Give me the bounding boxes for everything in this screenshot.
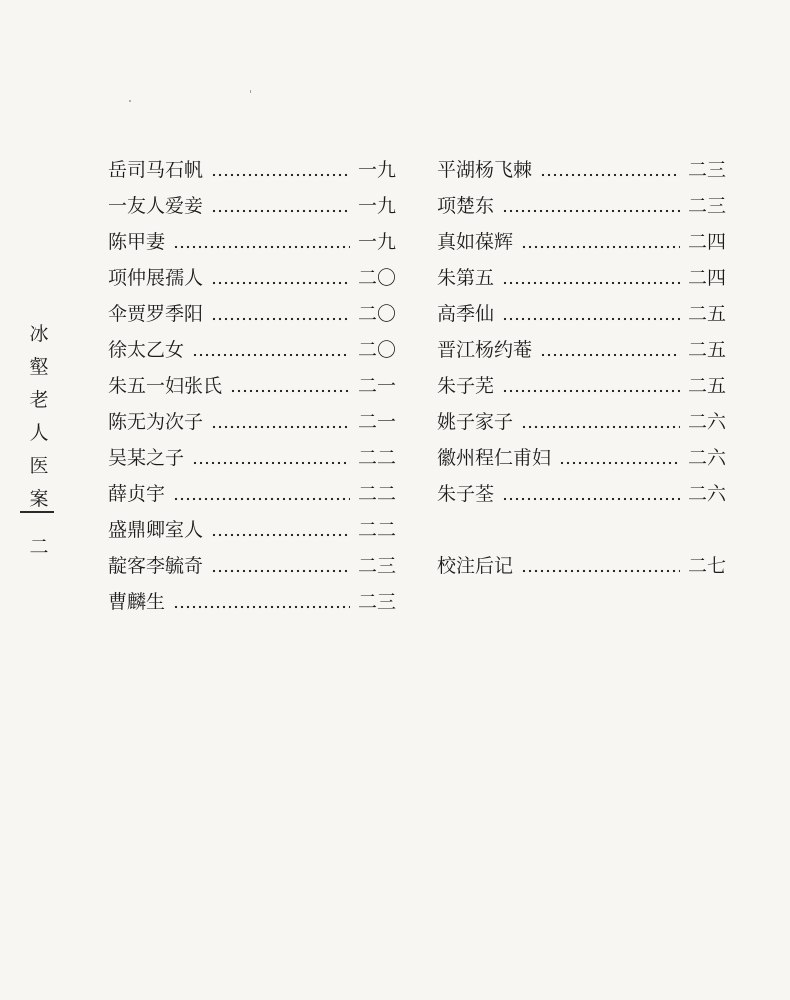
- toc-spacer: [437, 512, 726, 548]
- toc-entry-page: 二五: [687, 375, 726, 397]
- dot-leader: [192, 440, 350, 476]
- toc-entry: [437, 188, 726, 224]
- toc-entry: [108, 260, 396, 296]
- toc-entry-title: 真如葆辉: [437, 231, 514, 253]
- toc-entry-page: 二〇: [357, 303, 396, 325]
- dot-leader: [521, 224, 680, 260]
- toc-entry-page: 二〇: [357, 267, 396, 289]
- toc-entry-title: 平湖杨飞棘: [437, 159, 533, 181]
- toc-entry-title: 朱第五: [437, 267, 495, 289]
- dot-leader: [211, 152, 350, 188]
- toc-entry-title: 薛贞宇: [108, 483, 166, 505]
- page-number: 二: [29, 536, 49, 558]
- dot-leader: [173, 224, 350, 260]
- toc-entry: [108, 476, 396, 512]
- toc-entry-page: 二三: [687, 159, 726, 181]
- toc-entry-title: 姚子家子: [437, 411, 514, 433]
- toc-column-right: [437, 152, 726, 584]
- toc-entry: [437, 440, 726, 476]
- toc-entry: [108, 512, 396, 548]
- toc-entry-title: 曹麟生: [108, 591, 166, 613]
- toc-entry-page: 二六: [687, 483, 726, 505]
- toc-entry: [108, 368, 396, 404]
- toc-entry-page: 二〇: [357, 339, 396, 361]
- paper-speck: [129, 100, 131, 102]
- toc-entry-title: 项仲展孺人: [108, 267, 204, 289]
- book-title-vertical: [24, 318, 54, 516]
- toc-entry: [437, 368, 726, 404]
- toc-entry: [437, 476, 726, 512]
- toc-entry-page: 二二: [357, 519, 396, 541]
- paper-speck: [250, 90, 251, 93]
- dot-leader: [211, 548, 350, 584]
- toc-entry-title: 靛客李毓奇: [108, 555, 204, 577]
- side-divider: [20, 511, 54, 513]
- book-title-char: 冰: [29, 323, 49, 345]
- toc-entry: [108, 548, 396, 584]
- toc-column-left: [108, 152, 396, 620]
- toc-entry-page: 一九: [357, 231, 396, 253]
- dot-leader: [502, 476, 680, 512]
- toc-entry: [437, 224, 726, 260]
- toc-entry: [437, 152, 726, 188]
- toc-entry-page: 二四: [687, 231, 726, 253]
- toc-entry-title: 吴某之子: [108, 447, 185, 469]
- toc-entry-title: 徐太乙女: [108, 339, 185, 361]
- toc-entry-title: 盛鼎卿室人: [108, 519, 204, 541]
- dot-leader: [502, 188, 680, 224]
- dot-leader: [211, 404, 350, 440]
- dot-leader: [502, 296, 680, 332]
- toc-entry-title: 陈甲妻: [108, 231, 166, 253]
- dot-leader: [559, 440, 680, 476]
- dot-leader: [540, 332, 680, 368]
- book-title-char: 人: [29, 422, 49, 444]
- toc-entry-page: 二二: [357, 483, 396, 505]
- dot-leader: [211, 512, 350, 548]
- toc-entry-title: 陈无为次子: [108, 411, 204, 433]
- toc-entry-page: 二五: [687, 303, 726, 325]
- toc-entry: [437, 296, 726, 332]
- book-title-char: 老: [29, 389, 49, 411]
- toc-entry: [108, 188, 396, 224]
- toc-entry-page: 二二: [357, 447, 396, 469]
- dot-leader: [211, 188, 350, 224]
- dot-leader: [192, 332, 350, 368]
- toc-entry-title: 岳司马石帆: [108, 159, 204, 181]
- toc-entry-page: 二三: [687, 195, 726, 217]
- dot-leader: [173, 584, 350, 620]
- toc-entry-title: 徽州程仁甫妇: [437, 447, 552, 469]
- book-title-char: 案: [29, 488, 49, 510]
- toc-entry: [108, 404, 396, 440]
- dot-leader: [211, 296, 350, 332]
- toc-entry-page: 二三: [357, 591, 396, 613]
- toc-entry: [108, 440, 396, 476]
- toc-entry: [108, 152, 396, 188]
- toc-entry-title: 朱子荃: [437, 483, 495, 505]
- dot-leader: [521, 404, 680, 440]
- book-title-char: 壑: [29, 356, 49, 378]
- dot-leader: [502, 368, 680, 404]
- toc-entry-afterword: [437, 548, 726, 584]
- toc-entry-page: 二六: [687, 411, 726, 433]
- toc-entry: [108, 224, 396, 260]
- toc-entry-title: 朱子芜: [437, 375, 495, 397]
- toc-entry: [437, 404, 726, 440]
- toc-entry-title: 高季仙: [437, 303, 495, 325]
- dot-leader: [173, 476, 350, 512]
- toc-entry: [108, 296, 396, 332]
- dot-leader: [211, 260, 350, 296]
- toc-entry-page: 二五: [687, 339, 726, 361]
- toc-entry-title: 朱五一妇张氏: [108, 375, 223, 397]
- toc-entry-title: 校注后记: [437, 555, 514, 577]
- toc-entry-title: 项楚东: [437, 195, 495, 217]
- dot-leader: [502, 260, 680, 296]
- toc-entry: [108, 584, 396, 620]
- dot-leader: [230, 368, 350, 404]
- toc-entry: [108, 332, 396, 368]
- dot-leader: [521, 548, 680, 584]
- book-title-char: 医: [29, 455, 49, 477]
- toc-entry-page: 二一: [357, 411, 396, 433]
- toc-entry-page: 一九: [357, 159, 396, 181]
- toc-entry-page: 二一: [357, 375, 396, 397]
- toc-entry: [437, 260, 726, 296]
- toc-entry-page: 二六: [687, 447, 726, 469]
- toc-entry-title: 晋江杨约菴: [437, 339, 533, 361]
- toc-entry-page: 二七: [687, 555, 726, 577]
- toc-entry-page: 二四: [687, 267, 726, 289]
- dot-leader: [540, 152, 680, 188]
- toc-entry-title: 一友人爱妾: [108, 195, 204, 217]
- toc-entry-title: 伞贾罗季阳: [108, 303, 204, 325]
- toc-entry: [437, 332, 726, 368]
- toc-entry-page: 二三: [357, 555, 396, 577]
- toc-entry-page: 一九: [357, 195, 396, 217]
